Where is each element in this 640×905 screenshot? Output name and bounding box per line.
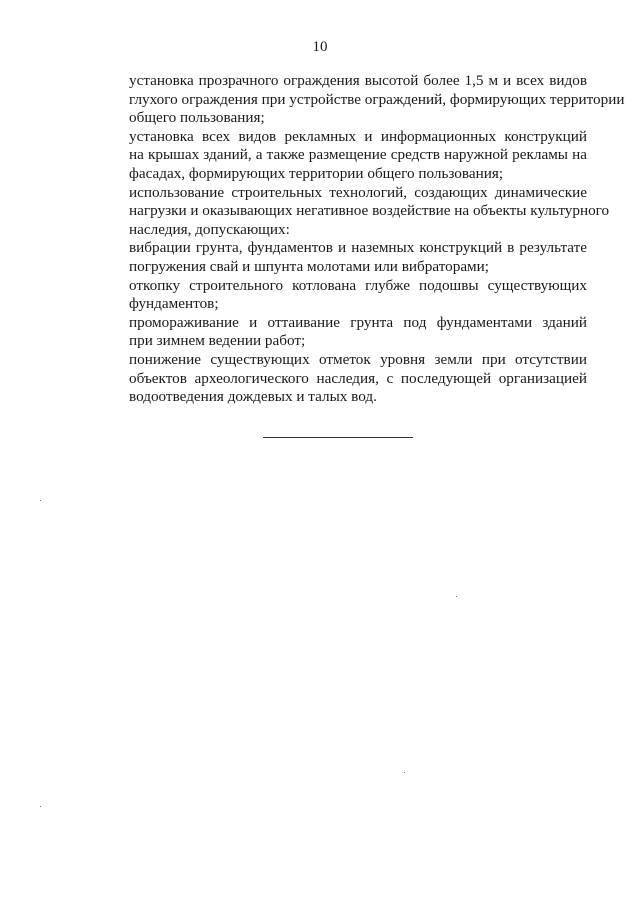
text-line: глухого ограждения при устройстве ограждений, формирующих территории <box>129 90 625 108</box>
text-line: погружения свай и шпунта молотами или вибраторами; <box>129 257 490 275</box>
paragraph-excavation <box>89 277 587 314</box>
paragraph-freezing-thawing <box>89 314 587 351</box>
text-line: водоотведения дождевых и талых вод. <box>129 388 377 406</box>
paragraph-transparent-fence <box>89 72 625 128</box>
paragraph-advertising-structures <box>89 128 587 184</box>
text-line: наследия, допускающих: <box>129 220 290 238</box>
document-body <box>89 72 625 407</box>
text-line: установка прозрачного ограждения высотой более 1,5 м и всех видов <box>129 72 587 89</box>
text-line: понижение существующих отметок уровня земли при отсутствии <box>129 350 587 368</box>
text-line: фундаментов; <box>129 295 219 313</box>
text-line: на крышах зданий, а также размещение средств наружной рекламы на <box>129 146 587 164</box>
scan-speck <box>404 772 405 773</box>
text-line: установка всех видов рекламных и информационных конструкций <box>129 127 587 145</box>
paragraph-ground-level-lowering <box>89 351 587 407</box>
text-line: при зимнем ведении работ; <box>129 332 306 350</box>
text-line: общего пользования; <box>129 109 265 127</box>
end-separator-line <box>263 437 413 438</box>
text-line: объектов археологического наследия, с последующей организацией <box>129 369 587 387</box>
scan-speck <box>40 500 41 501</box>
text-line: откопку строительного котлована глубже подошвы существующих <box>129 276 587 294</box>
text-line: нагрузки и оказывающих негативное воздействие на объекты культурного <box>129 202 610 220</box>
paragraph-ground-vibration <box>89 239 587 276</box>
paragraph-construction-technologies <box>89 183 610 240</box>
text-line: фасадах, формирующих территории общего пользования; <box>129 164 504 182</box>
page-number: 10 <box>312 39 328 55</box>
text-line: промораживание и оттаивание грунта под фундаментами зданий <box>129 313 587 331</box>
text-line: использование строительных технологий, создающих динамические <box>129 183 587 201</box>
scan-speck <box>40 806 41 807</box>
scan-speck <box>456 596 457 597</box>
text-line: вибрации грунта, фундаментов и наземных конструкций в результате <box>129 239 587 257</box>
